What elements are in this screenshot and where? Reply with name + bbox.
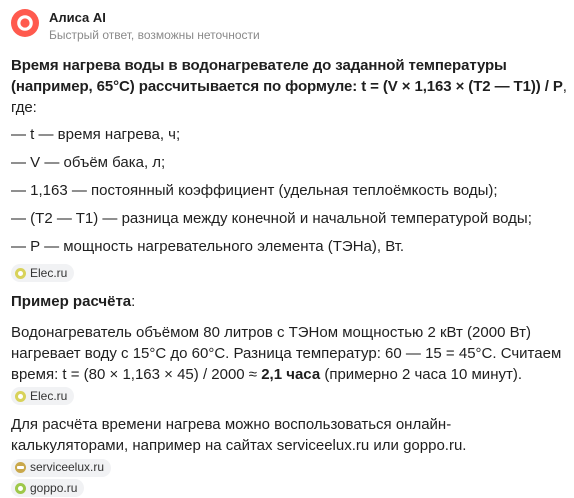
example-result: 2,1 часа bbox=[261, 366, 321, 384]
assistant-disclaimer: Быстрый ответ, возможны неточности bbox=[49, 28, 260, 42]
elec-favicon-icon bbox=[15, 268, 26, 279]
goppo-favicon-icon bbox=[15, 483, 26, 494]
formula-intro-rest: , где: bbox=[11, 78, 567, 116]
elec-favicon-icon bbox=[15, 391, 26, 402]
source-chip-serviceelux[interactable] bbox=[11, 459, 111, 477]
definition-item: — P — мощность нагревательного элемента (ТЭНа), Вт. bbox=[11, 238, 405, 255]
source-label: goppo.ru bbox=[30, 481, 78, 496]
source-label: Elec.ru bbox=[30, 389, 68, 404]
source-label: Elec.ru bbox=[30, 266, 68, 280]
assistant-name: Алиса AI bbox=[49, 10, 106, 25]
example-heading: Пример расчёта: bbox=[11, 293, 136, 311]
source-chip-elec[interactable] bbox=[11, 387, 74, 405]
source-chip-elec[interactable] bbox=[11, 264, 74, 282]
definition-item: — (T2 — T1) — разница между конечной и начальной температурой воды; bbox=[11, 210, 532, 227]
definition-item: — V — объём бака, л; bbox=[11, 154, 166, 171]
serviceelux-favicon-icon bbox=[15, 462, 26, 473]
answer-content bbox=[11, 55, 567, 498]
definition-item: — t — время нагрева, ч; bbox=[11, 126, 181, 143]
example-text: Водонагреватель объёмом 80 литров с ТЭНом мощностью 2 кВт (2000 Вт) нагревает воду с 15°C до 60°C. Разница температур: 60 — 15 = 45°C. Считаем время: t = (80 × 1,163 × 45) / 2000 ≈ 2,1 часа (примерно 2 часа 10 минут). bbox=[11, 324, 562, 384]
calculators-text: Для расчёта времени нагрева можно воспользоваться онлайн-калькуляторами, например на сайтах serviceelux.ru или goppo.ru. serviceelux.ru bbox=[11, 414, 567, 477]
formula-intro bbox=[11, 55, 567, 118]
source-label: serviceelux.ru bbox=[30, 460, 105, 474]
assistant-header bbox=[11, 9, 260, 43]
formula-intro-bold: Время нагрева воды в водонагревателе до заданной температуры (например, 65°C) рассчитывается по формуле: t = (V × 1,163 × (T2 — T1)) / P bbox=[11, 57, 563, 95]
definition-item: — 1,163 — постоянный коэффициент (удельная теплоёмкость воды); bbox=[11, 182, 498, 199]
definitions-list bbox=[11, 124, 567, 257]
alice-logo-icon bbox=[11, 9, 39, 37]
source-chip-goppo[interactable] bbox=[11, 479, 84, 497]
